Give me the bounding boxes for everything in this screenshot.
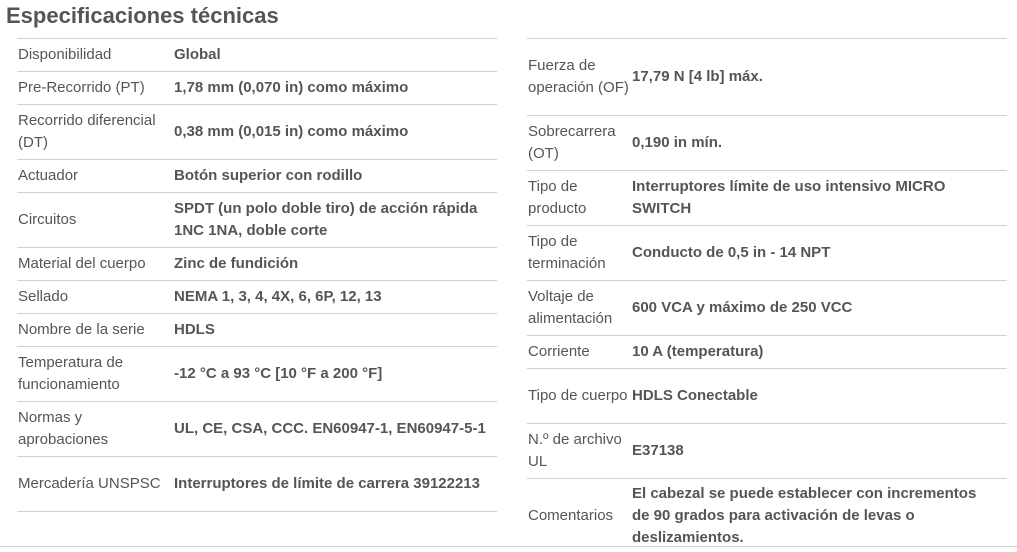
spec-label: Fuerza de operación (OF) <box>528 57 629 96</box>
spec-label: Tipo de cuerpo <box>528 387 628 404</box>
spec-row-termination-type <box>527 226 1007 281</box>
spec-value: 1,78 mm (0,070 in) como máximo <box>174 79 409 96</box>
spec-row-actuator <box>17 160 497 193</box>
spec-value: El cabezal se puede establecer con incrementos de 90 grados para activación de levas o deslizamientos. <box>632 484 977 546</box>
spec-label: Circuitos <box>18 211 77 228</box>
spec-label: Material del cuerpo <box>18 255 146 272</box>
spec-label: Tipo de producto <box>528 178 587 217</box>
specs-table-left <box>17 38 497 512</box>
spec-row-sealing <box>17 281 497 314</box>
spec-label: Voltaje de alimentación <box>528 288 613 327</box>
spec-label: Recorrido diferencial (DT) <box>18 112 156 151</box>
spec-value: NEMA 1, 3, 4, 4X, 6, 6P, 12, 13 <box>174 288 382 305</box>
spec-value: HDLS <box>174 321 215 338</box>
spec-row-product-type <box>527 171 1007 226</box>
spec-row-circuits <box>17 193 497 248</box>
spec-row-pretravel <box>17 72 497 105</box>
spec-value: Interruptores de límite de carrera 39122213 <box>174 475 480 492</box>
spec-row-current <box>527 336 1007 369</box>
spec-value: 600 VCA y máximo de 250 VCC <box>632 299 853 316</box>
spec-row-approvals <box>17 402 497 457</box>
spec-value: Conducto de 0,5 in - 14 NPT <box>632 244 831 261</box>
spec-value: 17,79 N [4 lb] máx. <box>632 68 763 85</box>
spec-row-differential-travel <box>17 105 497 160</box>
page-title: Especificaciones técnicas <box>6 3 279 28</box>
spec-value: Interruptores límite de uso intensivo MICRO SWITCH <box>632 178 946 217</box>
spec-value: HDLS Conectable <box>632 387 758 404</box>
spec-row-availability <box>17 39 497 72</box>
spec-label: Pre-Recorrido (PT) <box>18 79 145 96</box>
spec-label: Sellado <box>18 288 69 305</box>
spec-label: Corriente <box>528 343 590 360</box>
spec-label: Mercadería UNSPSC <box>18 475 161 492</box>
spec-value: Global <box>174 46 221 63</box>
spec-value: Zinc de fundición <box>174 255 299 272</box>
spec-label: Sobrecarrera (OT) <box>528 123 616 162</box>
spec-label: Comentarios <box>528 506 614 524</box>
spec-row-body-material <box>17 248 497 281</box>
spec-label: Nombre de la serie <box>18 321 145 338</box>
spec-value: 0,38 mm (0,015 in) como máximo <box>174 123 409 140</box>
specs-table-right <box>527 38 1007 552</box>
spec-row-body-type <box>527 369 1007 424</box>
spec-row-ul-file <box>527 424 1007 479</box>
spec-label: Actuador <box>18 167 79 184</box>
spec-value: 0,190 in mín. <box>632 134 723 151</box>
spec-value: UL, CE, CSA, CCC. EN60947-1, EN60947-5-1 <box>174 420 486 437</box>
spec-label: Temperatura de funcionamiento <box>18 354 124 393</box>
spec-label: Disponibilidad <box>18 46 112 63</box>
spec-label: N.º de archivo UL <box>528 431 622 470</box>
spec-label: Normas y aprobaciones <box>18 409 109 448</box>
spec-value: Botón superior con rodillo <box>174 167 363 184</box>
spec-row-unspsc <box>17 457 497 512</box>
spec-value: 10 A (temperatura) <box>632 343 764 360</box>
spec-row-overtravel <box>527 116 1007 171</box>
bottom-divider <box>0 546 1017 547</box>
spec-label: Tipo de terminación <box>528 233 606 272</box>
spec-row-supply-voltage <box>527 281 1007 336</box>
spec-value: E37138 <box>632 442 684 459</box>
spec-row-operating-force <box>527 39 1007 116</box>
spec-value: -12 °C a 93 °C [10 °F a 200 °F] <box>174 365 383 382</box>
spec-row-series-name <box>17 314 497 347</box>
spec-row-operating-temperature <box>17 347 497 402</box>
spec-row-comments <box>527 479 1007 552</box>
spec-value: SPDT (un polo doble tiro) de acción rápida 1NC 1NA, doble corte <box>174 200 478 239</box>
